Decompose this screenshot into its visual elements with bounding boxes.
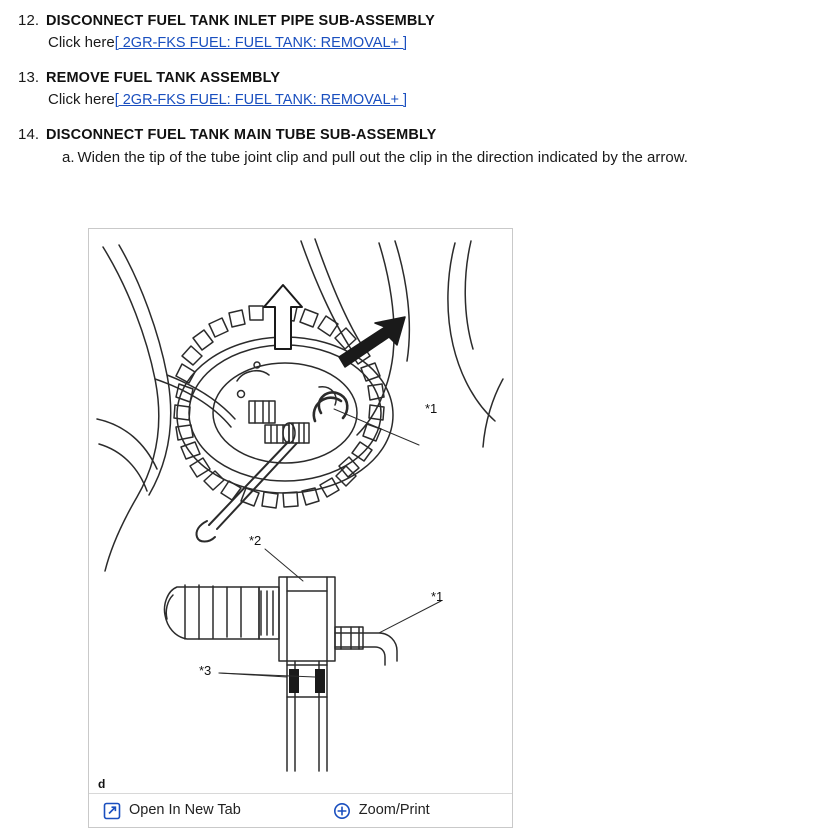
open-in-new-tab-label: Open In New Tab (129, 802, 241, 819)
step-14-substep-text: Widen the tip of the tube joint clip and pull out the clip in the direction indicated by the arrow. (77, 149, 688, 166)
figure-marker-3: *3 (199, 663, 212, 678)
external-link-icon (103, 802, 121, 820)
step-13-link[interactable]: [ 2GR-FKS FUEL: FUEL TANK: REMOVAL+ ] (114, 92, 408, 108)
open-in-new-tab-button[interactable] (103, 802, 241, 820)
zoom-print-label: Zoom/Print (358, 802, 430, 819)
step-14 (18, 126, 812, 166)
step-12 (18, 12, 812, 51)
zoom-plus-icon (333, 802, 351, 820)
step-12-number: 12. (18, 12, 40, 29)
zoom-print-button[interactable] (333, 802, 430, 820)
step-13-click-row (48, 91, 812, 108)
step-12-click-row (48, 34, 812, 51)
step-12-body (18, 34, 812, 51)
document-page (0, 0, 822, 166)
step-14-title: DISCONNECT FUEL TANK MAIN TUBE SUB-ASSEMBLY (46, 127, 437, 143)
figure-marker-2: *2 (249, 533, 262, 548)
step-14-heading (18, 126, 812, 143)
step-14-substep-a (18, 149, 812, 166)
fuel-tank-diagram-svg (89, 229, 512, 794)
step-13 (18, 69, 812, 108)
figure-marker-1-top: *1 (425, 401, 438, 416)
step-13-body (18, 91, 812, 108)
step-12-click-text: Click here (48, 34, 115, 51)
step-12-link[interactable]: [ 2GR-FKS FUEL: FUEL TANK: REMOVAL+ ] (114, 35, 408, 51)
figure-toolbar (89, 793, 512, 827)
step-13-number: 13. (18, 69, 40, 86)
step-13-heading (18, 69, 812, 86)
step-12-title: DISCONNECT FUEL TANK INLET PIPE SUB-ASSEMBLY (46, 13, 436, 29)
figure-corner-letter: d (98, 777, 106, 791)
figure-panel (88, 228, 513, 828)
figure-illustration (89, 229, 512, 794)
step-12-heading (18, 12, 812, 29)
step-14-substep-label: a. (62, 149, 75, 166)
figure-marker-1-bottom: *1 (431, 589, 444, 604)
step-14-number: 14. (18, 126, 40, 143)
step-13-click-text: Click here (48, 91, 115, 108)
step-13-title: REMOVE FUEL TANK ASSEMBLY (46, 70, 281, 86)
